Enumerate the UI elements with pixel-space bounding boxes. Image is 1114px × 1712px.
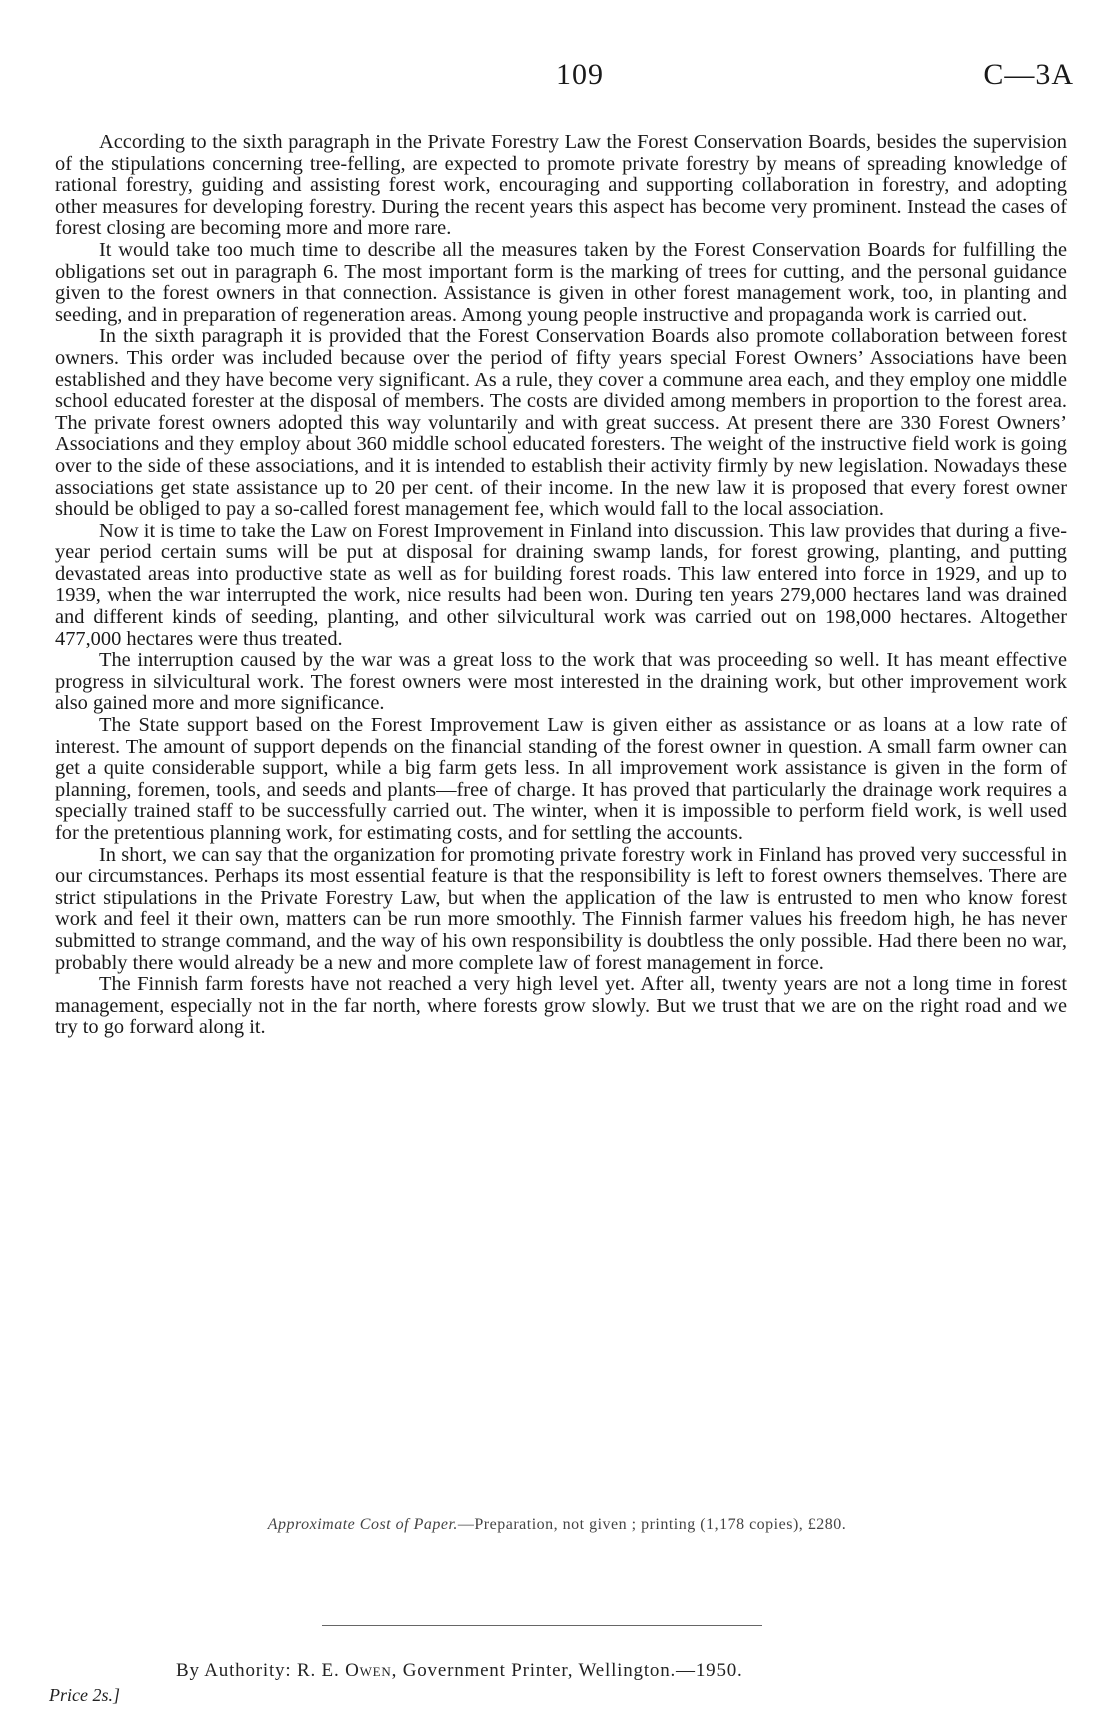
page-header	[0, 58, 1114, 98]
authority-suffix: , Government Printer, Wellington.—1950.	[391, 1660, 743, 1681]
page-reference: C—3A	[983, 58, 1074, 91]
page-number: 109	[556, 58, 604, 91]
authority-prefix: By Authority: R. E.	[176, 1660, 346, 1681]
price-label: Price 2s.]	[49, 1685, 120, 1705]
paragraph: It would take too much time to describe all the measures taken by the Forest Conservation Boards for fulfilling the obligations set out in paragraph 6. The most important form is the marking of trees for cutting, and the personal guidance given to the forest owners in that connection. Assistance is given in other forest management work, too, in planting and seeding, and in preparation of regeneration areas. Among young people instructive and propaganda work is carried out.	[55, 238, 1067, 326]
body-text	[55, 132, 1067, 1039]
paragraph: Now it is time to take the Law on Forest Improvement in Finland into discussion. This law provides that during a five-year period certain sums will be put at disposal for draining swamp lands, for forest growing, planting, and putting devastated areas into productive state as well as for building forest roads. This law entered into force in 1929, and up to 1939, when the war interrupted the work, nice results had been won. During ten years 279,000 hectares land was drained and different kinds of seeding, planting, and other silvicultural work was carried out on 198,000 hectares. Altogether 477,000 hectares were thus treated.	[55, 519, 1067, 650]
cost-label: Approximate Cost of Paper.	[267, 1516, 458, 1533]
paragraph: In the sixth paragraph it is provided that the Forest Conservation Boards also promote collaboration between forest owners. This order was included because over the period of fifty years special Forest Owners’ Associations have been established and they have become very significant. As a rule, they cover a commune area each, and they employ one middle school educated forester at the disposal of members. The costs are divided among members in proportion to the forest area. The private forest owners adopted this way voluntarily and with great success. At present there are 330 Forest Owners’ Associations and they employ about 360 middle school educated foresters. The weight of the instructive field work is going over to the side of these associations, and it is intended to establish their activity firmly by new legislation. Nowadays these associations get state assistance up to 20 per cent. of their income. In the new law it is proposed that every forest owner should be obliged to pay a so-called forest management fee, which would fall to the local association.	[55, 325, 1067, 521]
paragraph: The Finnish farm forests have not reached a very high level yet. After all, twenty years are not a long time in forest management, especially not in the far north, where forests grow slowly. But we trust that we are on the right road and we try to go forward along it.	[55, 973, 1067, 1039]
cost-note	[0, 1516, 1114, 1534]
paragraph: The interruption caused by the war was a great loss to the work that was proceeding so well. It has meant effective progress in silvicultural work. The forest owners were most interested in the draining work, but other improvement work also gained more and more significance.	[55, 649, 1067, 715]
footer-divider	[322, 1625, 762, 1626]
paragraph: According to the sixth paragraph in the Private Forestry Law the Forest Conservation Boards, besides the supervision of the stipulations concerning tree-felling, are expected to promote private forestry by means of spreading knowledge of rational forestry, guiding and assisting forest work, encouraging and supporting collaboration in forestry, and adopting other measures for developing forestry. During the recent years this aspect has become very prominent. Instead the cases of forest closing are becoming more and more rare.	[55, 131, 1067, 240]
printer-name: Owen	[345, 1660, 392, 1681]
printer-imprint	[176, 1660, 936, 1682]
cost-detail: —Preparation, not given ; printing (1,178 copies), £280.	[457, 1516, 847, 1533]
paragraph: In short, we can say that the organization for promoting private forestry work in Finland has proved very successful in our circumstances. Perhaps its most essential feature is that the responsibility is left to forest owners themselves. There are strict stipulations in the Private Forestry Law, but when the application of the law is entrusted to men who know forest work and feel it their own, matters can be run more smoothly. The Finnish farmer values his freedom high, he has never submitted to strange command, and the way of his own responsibility is doubtless the only possible. Had there been no war, probably there would already be a new and more complete law of forest management in force.	[55, 843, 1067, 974]
paragraph: The State support based on the Forest Improvement Law is given either as assistance or as loans at a low rate of interest. The amount of support depends on the financial standing of the forest owner in question. A small farm owner can get a quite considerable support, while a big farm gets less. In all improvement work assistance is given in the form of planning, foremen, tools, and seeds and plants—free of charge. It has proved that particularly the drainage work requires a specially trained staff to be successfully carried out. The winter, when it is impossible to perform field work, is well used for the pretentious planning work, for estimating costs, and for settling the accounts.	[55, 714, 1067, 844]
